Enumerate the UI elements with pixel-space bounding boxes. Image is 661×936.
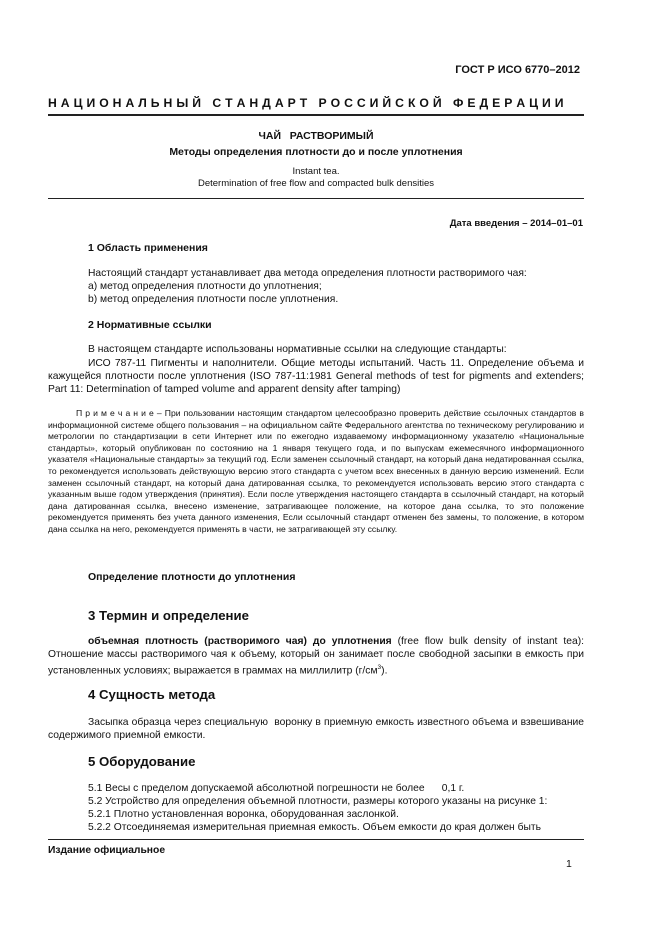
title-rule bbox=[48, 198, 584, 199]
section-5-line-2: 5.2 Устройство для определения объемной плотности, размеры которого указаны на рисунке 1: bbox=[88, 796, 548, 807]
gost-number: ГОСТ Р ИСО 6770–2012 bbox=[455, 64, 580, 76]
note-label: П р и м е ч а н и е bbox=[76, 408, 154, 418]
title-subtitle: Методы определения плотности до и после уплотнения bbox=[169, 146, 463, 158]
section-1-line-2: а) метод определения плотности до уплотнения; bbox=[88, 281, 322, 292]
footer-rule bbox=[48, 839, 584, 840]
part-heading: Определение плотности до уплотнения bbox=[88, 571, 296, 583]
section-1-line-3: b) метод определения плотности после уплотнения. bbox=[88, 294, 339, 305]
section-5-line-1: 5.1 Весы с пределом допускаемой абсолютной погрешности не более 0,1 г. bbox=[88, 783, 465, 794]
section-4-text: Засыпка образца через специальную воронку в приемную емкость известного объема и взвешивание содержимого приемной емкости. bbox=[48, 717, 587, 742]
section-3-heading: 3 Термин и определение bbox=[88, 608, 249, 623]
title-english-2: Determination of free flow and compacted bulk densities bbox=[197, 178, 435, 189]
section-1-line-1: Настоящий стандарт устанавливает два метода определения плотности растворимого чая: bbox=[88, 268, 527, 279]
section-2-paragraph-1: В настоящем стандарте использованы нормативные ссылки на следующие стандарты: bbox=[88, 344, 507, 355]
definition-superscript: 3 bbox=[377, 664, 382, 672]
term: объемная плотность (растворимого чая) до уплотнения bbox=[88, 636, 392, 647]
section-2-paragraph-2: ИСО 787-11 Пигменты и наполнители. Общие методы испытаний. Часть 11. Определение объема и кажущейся плотности после уплотнения (ISO 787-11:1981 General methods of test for pigments and extenders; Part 11: Determination of tamped volume and apparent density after tamping) bbox=[48, 358, 584, 395]
section-4-heading: 4 Сущность метода bbox=[88, 687, 216, 702]
note-text: – При пользовании настоящим стандартом целесообразно проверить действие ссылочных стандартов в информационной системе общего пользования – на официальном сайте Федерального агентства по техническому регулированию и метрологии по стандартизации в сети Интернет или по ежегодно издаваемому информационному указателю «Национальные стандарты», который опубликован по состоянию на 1 января текущего года, и по выпускам ежемесячного информационного указателя «Национальные стандарты» за текущий год. Если заменен ссылочный стандарт, на который дана недатированная ссылка, то рекомендуется использовать действующую версию этого стандарта с учетом всех внесенных в данную версию изменений. Если заменен ссылочный стандарт, на который дана датированная ссылка, то рекомендуется использовать версию этого стандарта с указанным выше годом утверждения (принятия). Если после утверждения настоящего стандарта в ссылочный стандарт, на который дана датированная ссылка, внесено изменение, затрагивающее положение, на которое дана ссылка, то это положение рекомендуется применять без учета данного изменения, Если ссылочный стандарт отменен без замены, то положение, в котором дана ссылка на него, рекомендуется применять в части, не затрагивающей эту ссылку. bbox=[48, 408, 585, 534]
introduction-date: Дата введения – 2014–01–01 bbox=[449, 218, 583, 229]
page-number: 1 bbox=[566, 858, 572, 870]
edition-label: Издание официальное bbox=[48, 845, 166, 856]
definition-end: ). bbox=[381, 665, 388, 677]
header-rule bbox=[48, 114, 584, 116]
section-5-heading: 5 Оборудование bbox=[88, 754, 196, 769]
national-standard-heading: Н А Ц И О Н А Л Ь Н Ы Й С Т А Н Д А Р Т Р О С С И Й С К О Й Ф Е Д Е Р А Ц И И bbox=[48, 96, 564, 110]
section-1-heading: 1 Область применения bbox=[88, 242, 208, 254]
section-2-note bbox=[48, 408, 584, 536]
section-3-definition bbox=[48, 635, 584, 678]
title-main: ЧАЙ РАСТВОРИМЫЙ bbox=[258, 130, 374, 142]
section-5-line-3: 5.2.1 Плотно установленная воронка, оборудованная заслонкой. bbox=[88, 809, 399, 820]
definition-text: (free flow bulk density of instant tea): Отношение массы растворимого чая к объему, который он занимает после свободной засыпки в емкость при установленных условиях; выражается в граммах на миллилитр (г/см bbox=[48, 636, 584, 677]
section-5-line-4: 5.2.2 Отсоединяемая измерительная приемная емкость. Объем емкости до края должен быть bbox=[88, 822, 541, 833]
section-2-heading: 2 Нормативные ссылки bbox=[88, 319, 212, 331]
title-english-1: Instant tea. bbox=[292, 166, 340, 177]
